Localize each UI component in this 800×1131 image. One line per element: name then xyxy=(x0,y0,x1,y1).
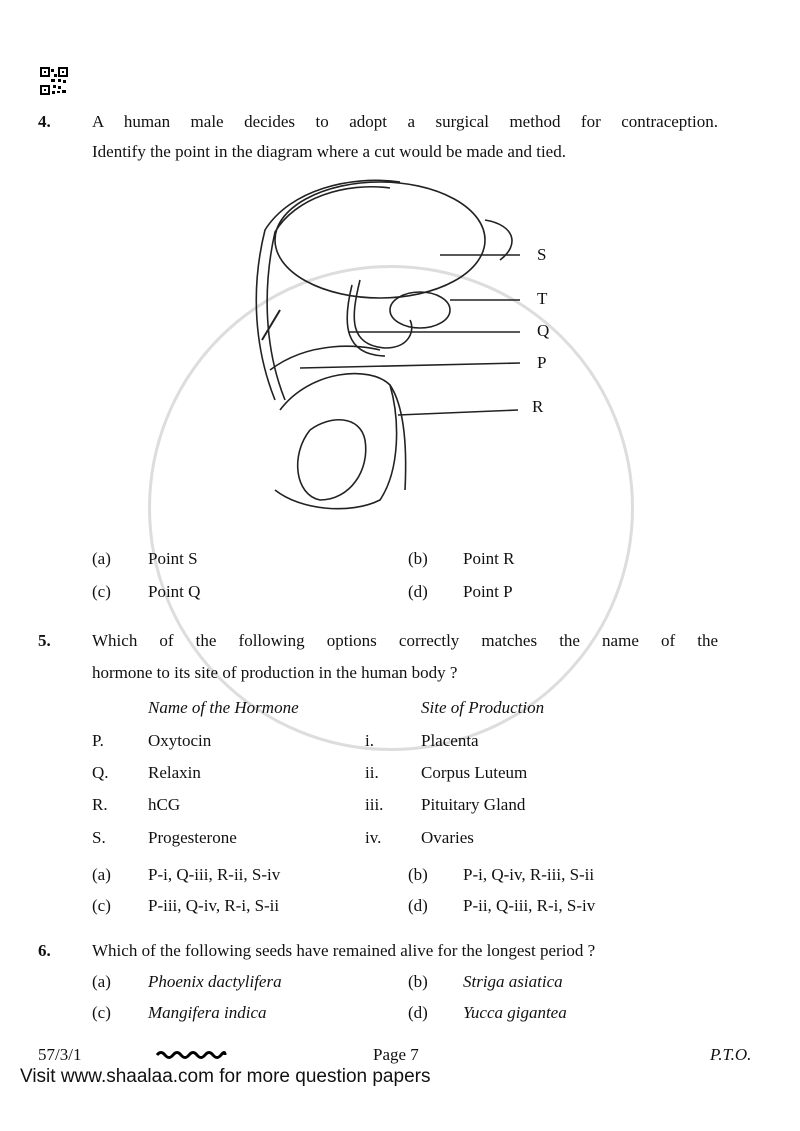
site-name: Placenta xyxy=(421,731,479,750)
hormone-name: Relaxin xyxy=(148,763,201,782)
option-key: (d) xyxy=(408,1003,428,1022)
site-key: iv. xyxy=(365,828,382,847)
option-text: P-i, Q-iii, R-ii, S-iv xyxy=(148,865,281,884)
site-key: iii. xyxy=(365,795,384,814)
option-text: Mangifera indica xyxy=(148,1003,267,1022)
question-number: 4. xyxy=(38,112,51,131)
question-text: hormone to its site of production in the human body ? xyxy=(92,663,458,682)
site-name: Pituitary Gland xyxy=(421,795,526,814)
question-text: Which of the following options correctly matches the name of the xyxy=(92,631,718,650)
question-number: 5. xyxy=(38,631,51,650)
option-text: Phoenix dactylifera xyxy=(148,972,282,991)
option-text: Point R xyxy=(463,549,515,568)
option-key: (a) xyxy=(92,972,111,991)
hormone-name: hCG xyxy=(148,795,181,814)
option-key: (b) xyxy=(408,865,428,884)
diagram-label-q: Q xyxy=(537,321,550,340)
option-text: Point P xyxy=(463,582,513,601)
row-key: S. xyxy=(92,828,106,847)
option-key: (d) xyxy=(408,582,428,601)
option-text: P-ii, Q-iii, R-i, S-iv xyxy=(463,896,596,915)
option-text: Point S xyxy=(148,549,198,568)
diagram-label-t: T xyxy=(537,289,548,308)
diagram-label-r: R xyxy=(532,397,544,416)
row-key: R. xyxy=(92,795,108,814)
male-reproductive-diagram xyxy=(250,170,540,520)
pto-label: P.T.O. xyxy=(710,1045,752,1064)
option-key: (b) xyxy=(408,972,428,991)
option-text: Striga asiatica xyxy=(463,972,563,991)
question-text: Identify the point in the diagram where a cut would be made and tied. xyxy=(92,142,566,161)
option-text: P-iii, Q-iv, R-i, S-ii xyxy=(148,896,280,915)
option-key: (a) xyxy=(92,865,111,884)
option-text: Yucca gigantea xyxy=(463,1003,567,1022)
option-key: (b) xyxy=(408,549,428,568)
promo-banner[interactable]: Visit www.shaalaa.com for more question papers xyxy=(20,1066,431,1087)
qr-code-icon xyxy=(40,67,68,95)
hormone-name: Oxytocin xyxy=(148,731,212,750)
site-name: Ovaries xyxy=(421,828,474,847)
site-key: i. xyxy=(365,731,374,750)
option-key: (d) xyxy=(408,896,428,915)
table-header-hormone: Name of the Hormone xyxy=(148,698,299,717)
wavy-line-icon xyxy=(155,1049,227,1061)
diagram-label-p: P xyxy=(537,353,547,372)
question-text: A human male decides to adopt a surgical method for contraception. xyxy=(92,112,718,131)
option-text: Point Q xyxy=(148,582,201,601)
site-name: Corpus Luteum xyxy=(421,763,528,782)
option-key: (c) xyxy=(92,1003,111,1022)
option-key: (c) xyxy=(92,582,111,601)
question-number: 6. xyxy=(38,941,51,960)
paper-code: 57/3/1 xyxy=(38,1045,82,1064)
diagram-label-s: S xyxy=(537,245,547,264)
page-number: Page 7 xyxy=(373,1045,419,1064)
site-key: ii. xyxy=(365,763,379,782)
question-text: Which of the following seeds have remained alive for the longest period ? xyxy=(92,941,596,960)
table-header-site: Site of Production xyxy=(421,698,545,717)
option-text: P-i, Q-iv, R-iii, S-ii xyxy=(463,865,595,884)
row-key: Q. xyxy=(92,763,109,782)
row-key: P. xyxy=(92,731,104,750)
option-key: (c) xyxy=(92,896,111,915)
hormone-name: Progesterone xyxy=(148,828,237,847)
option-key: (a) xyxy=(92,549,111,568)
